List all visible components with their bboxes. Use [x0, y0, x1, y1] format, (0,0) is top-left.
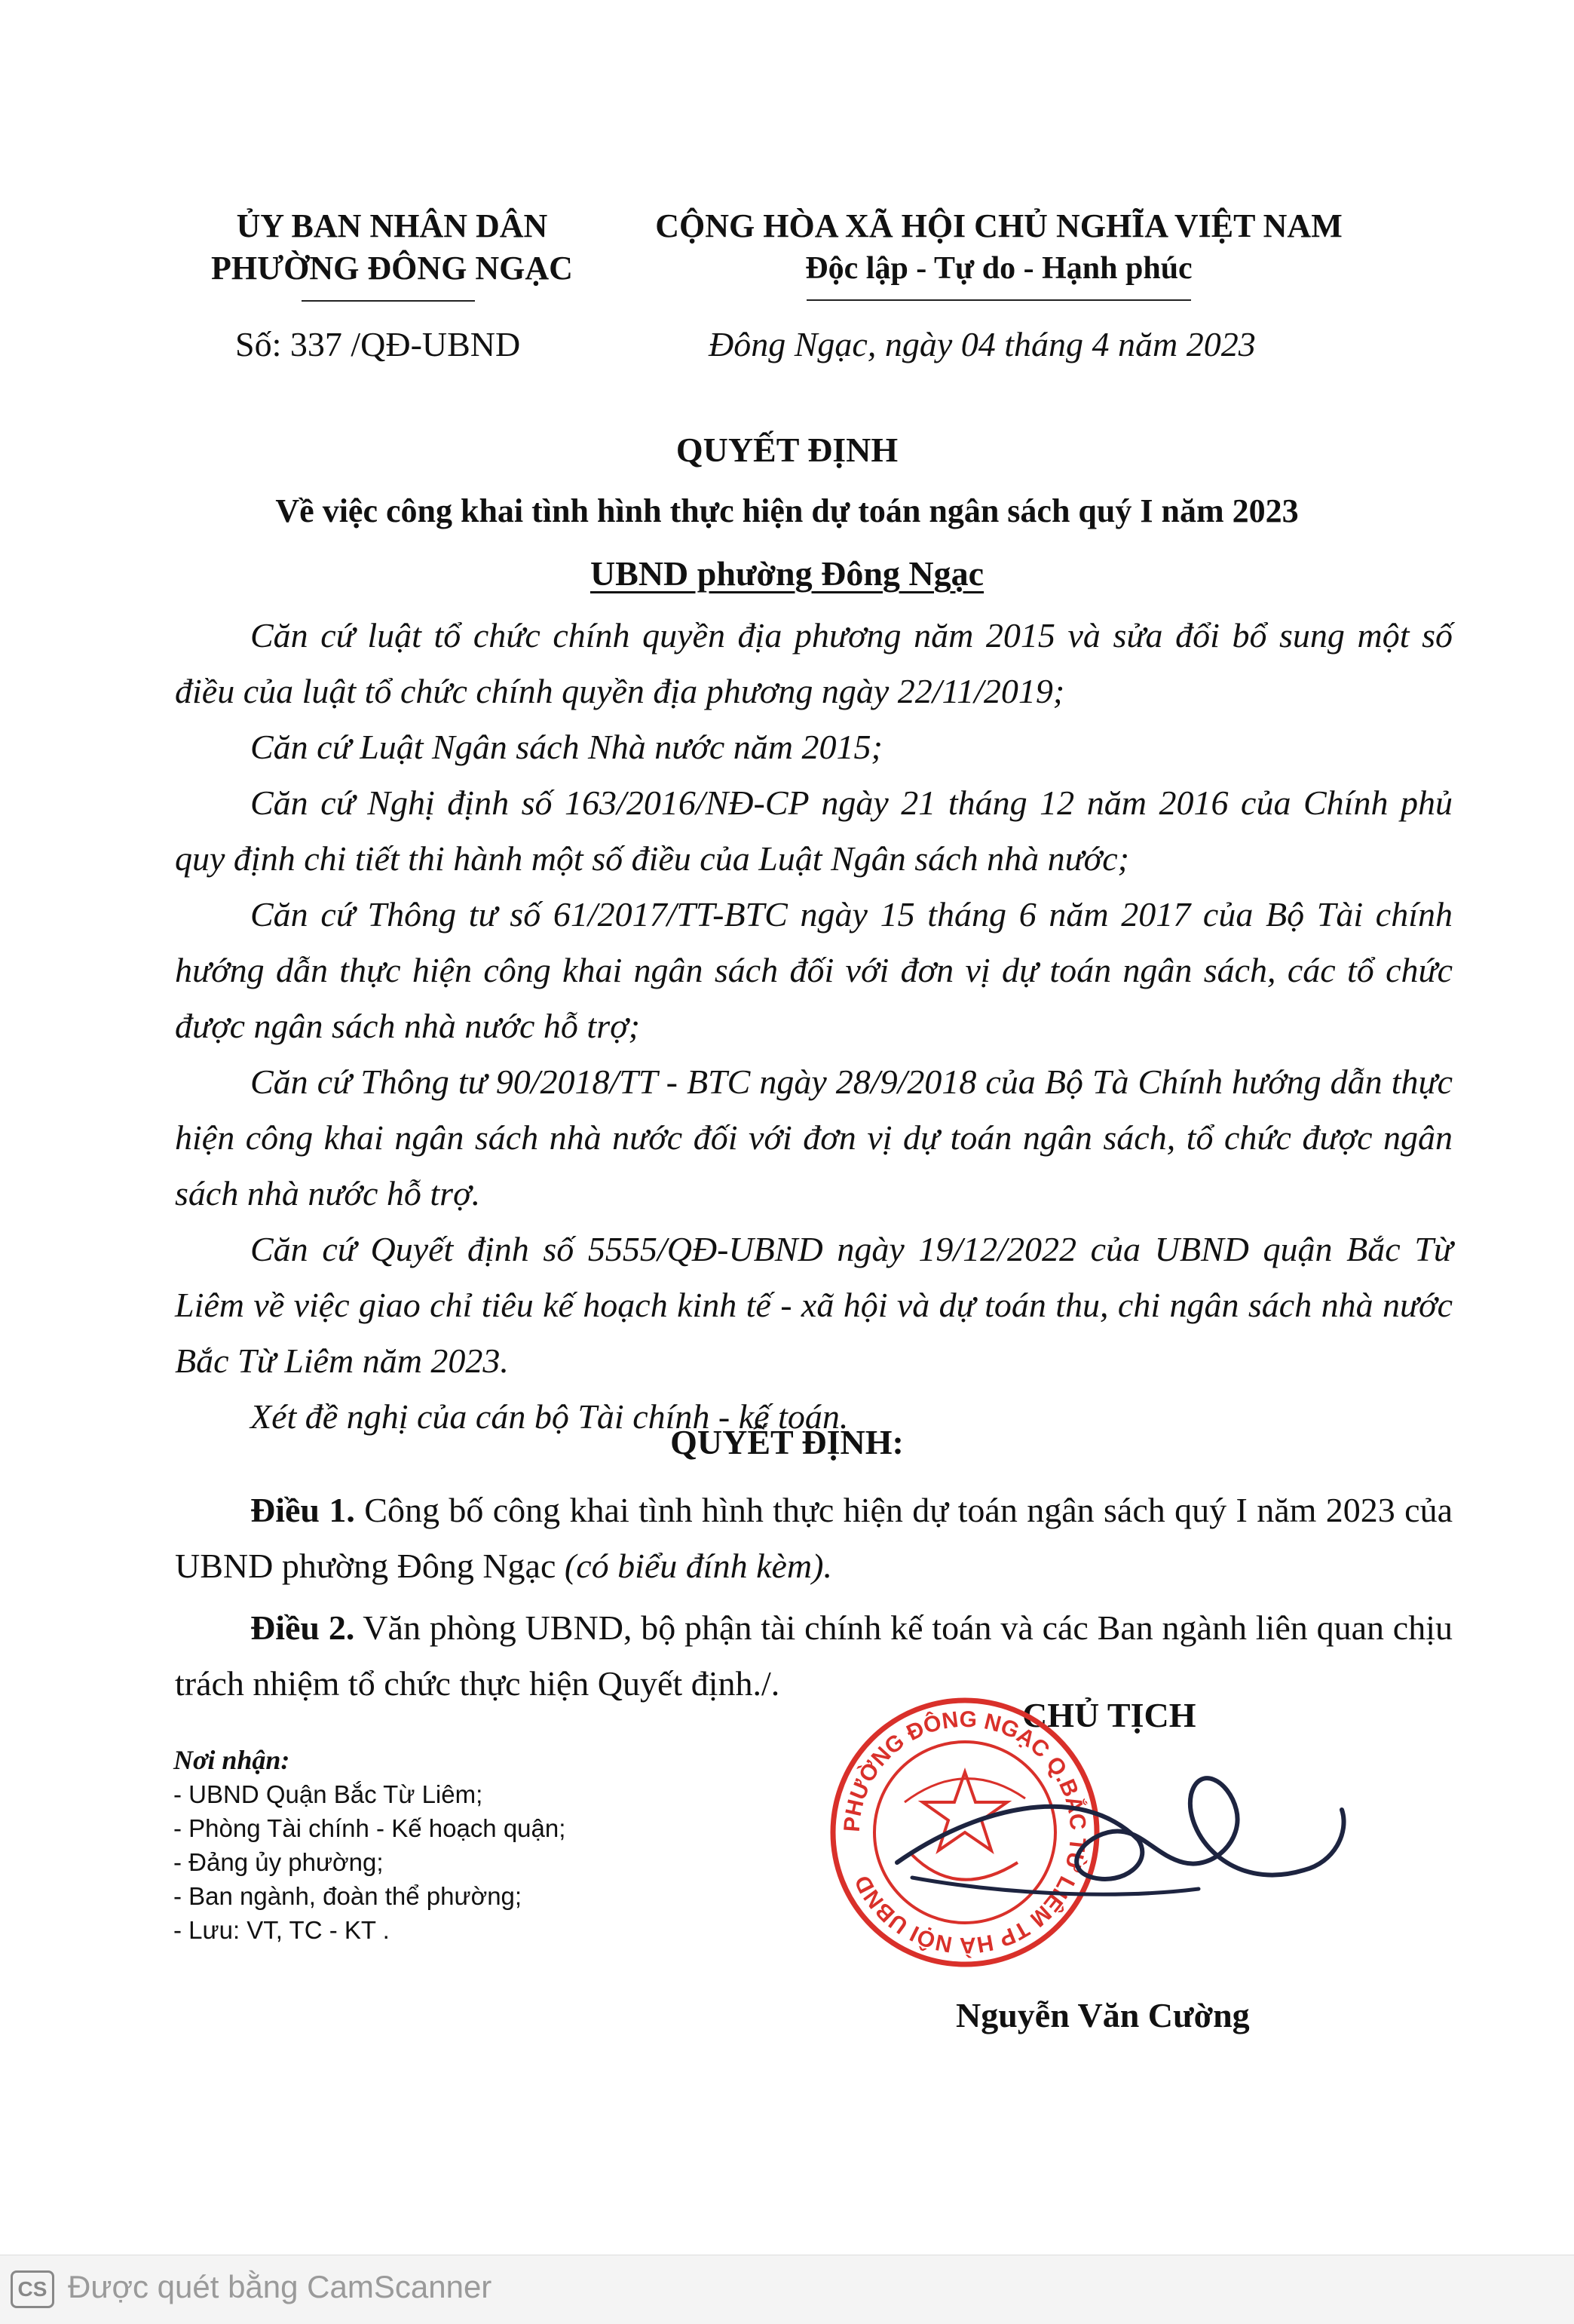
- document-subject: Về việc công khai tình hình thực hiện dự toán ngân sách quý I năm 2023: [275, 492, 1299, 529]
- preamble-item: Xét đề nghị của cán bộ Tài chính - kế toán.: [250, 1397, 849, 1436]
- motto-underline: [807, 299, 1191, 301]
- article-2-label: Điều 2.: [250, 1608, 355, 1647]
- nation-line-2: Độc lập - Tự do - Hạnh phúc: [805, 251, 1193, 286]
- recipients-title: Nơi nhận:: [173, 1745, 290, 1775]
- signer-position: CHỦ TỊCH: [1022, 1696, 1196, 1734]
- article-1: [175, 1482, 1453, 1594]
- article-1-note: (có biểu đính kèm).: [564, 1547, 832, 1585]
- recipient-item: - UBND Quận Bắc Từ Liêm;: [173, 1780, 483, 1808]
- article-1-text: Công bố công khai tình hình thực hiện dự toán ngân sách quý I năm 2023 của UBND phường Đông Ngạc: [175, 1491, 1453, 1585]
- preamble-item: Căn cứ Thông tư 90/2018/TT - BTC ngày 28/9/2018 của Bộ Tà Chính hướng dẫn thực hiện công khai ngân sách nhà nước đối với đơn vị dự toán ngân sách, tổ chức được ngân sách nhà nước hỗ trợ.: [175, 1062, 1453, 1213]
- recipient-item: - Ban ngành, đoàn thể phường;: [173, 1882, 522, 1910]
- articles: [175, 1482, 1453, 1712]
- recipient-item: - Đảng ủy phường;: [173, 1848, 384, 1876]
- document-title: QUYẾT ĐỊNH: [675, 431, 899, 469]
- recipients: [173, 1743, 701, 1947]
- signature-mark: [882, 1749, 1364, 1923]
- org-line-1: ỦY BAN NHÂN DÂN: [236, 207, 548, 244]
- scanner-footer: [0, 2255, 1574, 2324]
- preamble-item: Căn cứ luật tổ chức chính quyền địa phương năm 2015 và sửa đổi bổ sung một số điều của luật tổ chức chính quyền địa phương ngày 22/11/2019;: [175, 616, 1453, 710]
- signer-name: Nguyễn Văn Cường: [956, 1996, 1250, 2034]
- article-1-label: Điều 1.: [250, 1491, 355, 1529]
- preamble: [175, 608, 1453, 1445]
- preamble-item: Căn cứ Quyết định số 5555/QĐ-UBND ngày 19/12/2022 của UBND quận Bắc Từ Liêm về việc giao chỉ tiêu kế hoạch kinh tế - xã hội và dự toán thu, chi ngân sách nhà nước Bắc Từ Liêm năm 2023.: [175, 1230, 1453, 1380]
- preamble-item: Căn cứ Thông tư số 61/2017/TT-BTC ngày 15 tháng 6 năm 2017 của Bộ Tài chính hướng dẫn thực hiện công khai ngân sách đối với đơn vị dự toán ngân sách, các tổ chức được ngân sách nhà nước hỗ trợ;: [175, 895, 1453, 1045]
- national-heading: [618, 205, 1380, 290]
- preamble-item: Căn cứ Luật Ngân sách Nhà nước năm 2015;: [250, 728, 883, 766]
- preamble-item: Căn cứ Nghị định số 163/2016/NĐ-CP ngày 21 tháng 12 năm 2016 của Chính phủ quy định chi tiết thi hành một số điều của Luật Ngân sách nhà nước;: [175, 783, 1453, 878]
- article-2-text: Văn phòng UBND, bộ phận tài chính kế toán và các Ban ngành liên quan chịu trách nhiệm tổ chức thực hiện Quyết định./.: [175, 1608, 1453, 1703]
- place-date: Đông Ngạc, ngày 04 tháng 4 năm 2023: [709, 325, 1256, 363]
- recipient-item: - Lưu: VT, TC - KT .: [173, 1916, 390, 1944]
- document-number: Số: 337 /QĐ-UBND: [235, 325, 521, 363]
- org-underline: [302, 300, 475, 302]
- seal-text: PHƯỜNG ĐÔNG NGẠC Q.BẮC TỪ LIÊM TP HÀ NỘI UBND: [839, 1706, 1091, 1958]
- decision-heading: QUYẾT ĐỊNH:: [670, 1423, 904, 1461]
- scanner-text: Được quét bằng CamScanner: [68, 2269, 492, 2304]
- recipient-item: - Phòng Tài chính - Kế hoạch quận;: [173, 1814, 566, 1842]
- nation-line-1: CỘNG HÒA XÃ HỘI CHỦ NGHĨA VIỆT NAM: [655, 207, 1343, 244]
- issuing-authority: [181, 205, 603, 290]
- article-2: [175, 1600, 1453, 1712]
- camscanner-logo-icon: CS: [11, 2270, 54, 2308]
- issuing-body-text: UBND phường Đông Ngạc: [589, 554, 985, 593]
- issuing-body: [0, 553, 1574, 593]
- org-line-2: PHƯỜNG ĐÔNG NGẠC: [211, 250, 573, 287]
